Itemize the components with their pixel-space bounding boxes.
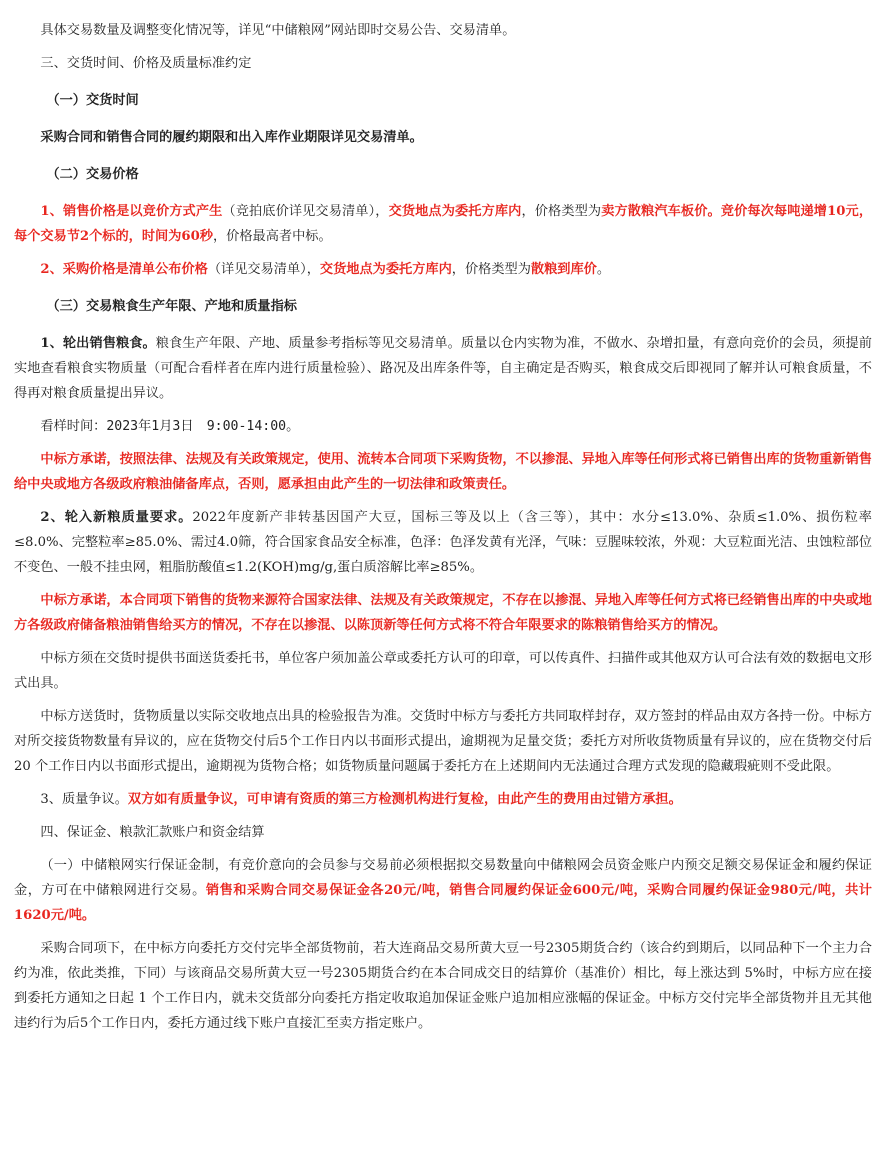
bidder-promise-1: 中标方承诺，按照法律、法规及有关政策规定，使用、流转本合同项下采购货物，不以掺混、异地入库等任何形式将已销售出库的货物重新销售给中央或地方各级政府粮油储备库点，否则，愿承担由此产生的一切法律和政策责任。 [14,452,872,492]
purchase-price-type-label: ，价格类型为 [451,262,531,277]
rotation-in-body: 2022年度新产非转基因国产大豆，国标三等及以上（含三等），其中：水分≤13.0%、杂质≤1.0%、损伤粒率≤8.0%、完整粒率≥85.0%、需过4.0筛，符合国家食品安全标准，色泽：色泽发黄有光泽，气味：豆腥味较浓，外观：大豆粒面光洁、虫蚀粒部位不变色、一般不挂虫网，粗脂肪酸值≤1.2(KOH)mg/g,蛋白质溶解比率≥85%。 [14,510,872,575]
rotation-in-title: 2、轮入新粮质量要求。 [40,510,193,525]
sales-price-method: 1、销售价格是以竞价方式产生 [40,204,223,219]
intro-paragraph: 具体交易数量及调整变化情况等，详见“中储粮网”网站即时交易公告、交易清单。 [40,23,516,38]
sales-price-location: 交货地点为委托方库内 [388,204,522,219]
sales-price-type-label: ，价格类型为 [521,204,602,219]
purchase-price-location: 交货地点为委托方库内 [319,262,452,277]
quality-dispute-paragraph [14,787,872,812]
sales-price-paragraph [14,199,872,249]
deposit-paragraph [14,853,872,928]
margin-call-paragraph: 采购合同项下，在中标方向委托方交付完毕全部货物前，若大连商品交易所黄大豆一号2305期货合约（该合约到期后，以同品种下一个主力合约为准，依此类推，下同）与该商品交易所黄大豆一号2305期货合约在本合同成交日的结算价（基准价）相比，每上涨达到 5%时，中标方应在接到委托方通知之日起 1 个工作日内，就未交货部分向委托方指定收取追加保证金账户追加相应涨幅的保证金。中标方交付完毕全部货物并且无其他违约行为后5个工作日内，委托方通过线下账户直接汇至卖方指定账户。 [14,941,872,1031]
delivery-time-paragraph: 采购合同和销售合同的履约期限和出入库作业期限详见交易清单。 [40,130,423,145]
quality-dispute-body: 双方如有质量争议，可申请有资质的第三方检测机构进行复检，由此产生的费用由过错方承担。 [127,792,682,807]
sample-time-paragraph: 看样时间：2023年1月3日 9:00-14:00。 [40,419,300,434]
rotation-out-body: 粮食生产年限、产地、质量参考指标等见交易清单。质量以仓内实物为准，不做水、杂增扣量，有意向竞价的会员，须提前实地查看粮食实物质量（可配合看样者在库内进行质量检验）、路况及出库条件等，自主确定是否购买，粮食成交后即视同了解并认可粮食质量，不得再对粮食质量提出异议。 [14,336,872,401]
purchase-price-type: 散粮到库价 [530,262,597,277]
purchase-price-note: （详见交易清单）， [207,262,320,277]
deposit-body: （一）中储粮网实行保证金制，有竞价意向的会员参与交易前必须根据拟交易数量向中储粮网会员资金账户内预交足额交易保证金和履约保证金，方可在中储粮网进行交易。 [14,858,872,898]
purchase-price-end: 。 [596,262,611,277]
quality-heading: （三）交易粮食生产年限、产地和质量指标 [46,299,297,314]
delivery-time-heading: （一）交货时间 [46,93,139,108]
purchase-price-method: 2、采购价格是清单公布价格 [40,262,208,277]
trade-price-heading: （二）交易价格 [46,167,139,182]
quality-dispute-title: 3、质量争议。 [40,792,128,807]
sales-price-type: 卖方散粮汽车板价。竞价每次每吨递增10元，每个交易节2个标的，时间为60秒 [14,204,873,244]
section-4-heading: 四、保证金、粮款汇款账户和资金结算 [40,825,265,840]
inspection-paragraph: 中标方送货时，货物质量以实际交收地点出具的检验报告为准。交货时中标方与委托方共同取样封存，双方签封的样品由双方各持一份。中标方对所交接货物数量有异议的，应在货物交付后5个工作日内以书面形式提出，逾期视为足量交货；委托方对所收货物质量有异议的，应在货物交付后 20 个工作日内以书面形式提出，逾期视为货物合格；如货物质量问题属于委托方在上述期间内无法通过合理方式发现的隐藏瑕疵则不受此限。 [14,709,872,774]
purchase-price-paragraph [14,257,872,282]
sales-price-winner: ，价格最高者中标。 [212,229,332,244]
bidder-promise-2: 中标方承诺，本合同项下销售的货物来源符合国家法律、法规及有关政策规定，不存在以掺混、异地入库等任何方式将已经销售出库的中央或地方各级政府储备粮油销售给买方的情况，不存在以掺混、以陈顶新等任何方式将不符合年限要求的陈粮销售给买方的情况。 [14,593,872,633]
rotation-in-paragraph [14,505,872,580]
section-3-heading: 三、交货时间、价格及质量标准约定 [40,56,252,71]
power-of-attorney-paragraph: 中标方须在交货时提供书面送货委托书，单位客户须加盖公章或委托方认可的印章，可以传真件、扫描件或其他双方认可合法有效的数据电文形式出具。 [14,651,872,691]
deposit-amounts: 销售和采购合同交易保证金各20元/吨，销售合同履约保证金600元/吨，采购合同履约保证金980元/吨，共计1620元/吨。 [14,883,872,923]
sales-price-note: （竞拍底价详见交易清单）， [222,204,389,219]
rotation-out-paragraph [14,331,872,406]
rotation-out-title: 1、轮出销售粮食。 [40,336,156,351]
